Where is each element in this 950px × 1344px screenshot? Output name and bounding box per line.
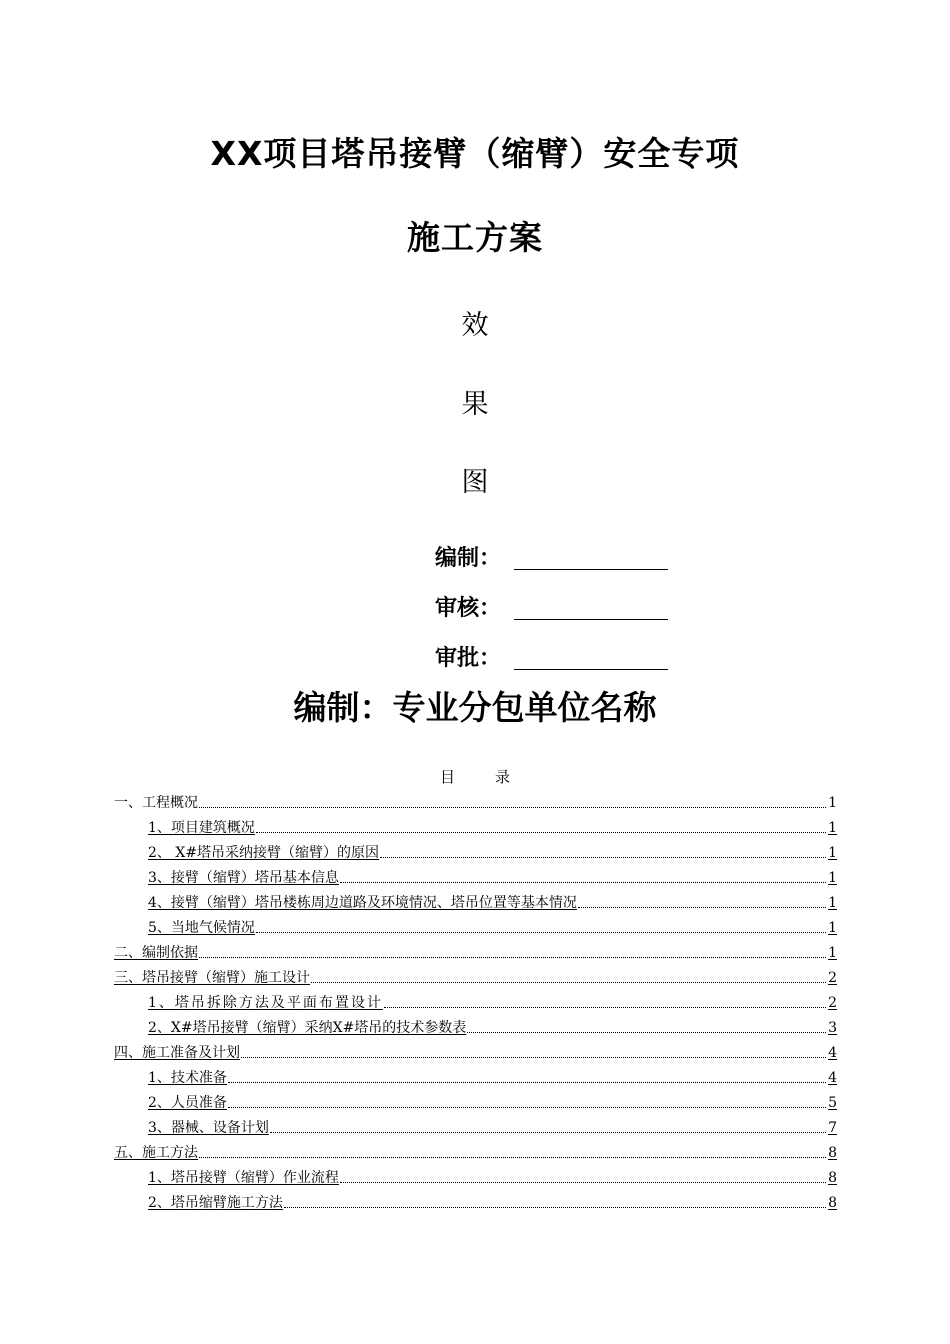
toc-entry-text: 一、工程概况 bbox=[114, 795, 198, 811]
toc-entry[interactable] bbox=[148, 1015, 837, 1037]
toc-heading-right: 录 bbox=[495, 768, 511, 786]
toc-entry-text: 1、技术准备 bbox=[148, 1070, 227, 1086]
toc-entry[interactable] bbox=[148, 1115, 837, 1137]
toc-entry[interactable] bbox=[114, 790, 837, 812]
toc-entry-page: 8 bbox=[828, 1195, 837, 1211]
vertical-char-2: 果 bbox=[461, 389, 489, 420]
toc-entry-page: 2 bbox=[828, 995, 837, 1011]
toc-entry-text: 2、人员准备 bbox=[148, 1095, 227, 1111]
organization-line: 编制：专业分包单位名称 bbox=[293, 688, 657, 727]
document-title-line1: XX项目塔吊接臂（缩臂）安全专项 bbox=[210, 134, 740, 173]
toc-leader-dots bbox=[256, 932, 826, 933]
toc-entry[interactable] bbox=[148, 840, 837, 862]
vertical-char-1: 效 bbox=[461, 310, 489, 341]
toc-entry-text: 二、编制依据 bbox=[114, 945, 198, 961]
toc-entry[interactable] bbox=[114, 940, 837, 962]
toc-heading-left: 目 bbox=[439, 768, 455, 786]
toc-entry[interactable] bbox=[148, 915, 837, 937]
toc-entry[interactable] bbox=[114, 1040, 837, 1062]
toc-entry-page: 1 bbox=[828, 945, 837, 961]
signature-label: 编制： bbox=[435, 546, 502, 571]
toc-entry[interactable] bbox=[148, 1165, 837, 1187]
toc-entry-page: 1 bbox=[828, 795, 837, 811]
toc-entry-text: 1、项目建筑概况 bbox=[148, 820, 255, 836]
toc-leader-dots bbox=[241, 1057, 826, 1058]
toc-leader-dots bbox=[256, 832, 826, 833]
toc-entry-page: 1 bbox=[828, 920, 837, 936]
toc-leader-dots bbox=[384, 1007, 826, 1008]
toc-entry[interactable] bbox=[148, 1190, 837, 1212]
toc-entry-text: 2、塔吊缩臂施工方法 bbox=[148, 1195, 283, 1211]
toc-leader-dots bbox=[340, 1182, 826, 1183]
toc-entry-page: 5 bbox=[828, 1095, 837, 1111]
toc-entry-page: 7 bbox=[828, 1120, 837, 1136]
toc-leader-dots bbox=[228, 1082, 826, 1083]
toc-leader-dots bbox=[270, 1132, 826, 1133]
toc-entry[interactable] bbox=[148, 890, 837, 912]
toc-entry[interactable] bbox=[148, 865, 837, 887]
toc-entry-text: 四、施工准备及计划 bbox=[114, 1045, 240, 1061]
toc-entry-page: 8 bbox=[828, 1145, 837, 1161]
toc-entry-page: 1 bbox=[828, 870, 837, 886]
signature-blank-line[interactable] bbox=[514, 619, 668, 620]
signature-label: 审批： bbox=[435, 646, 502, 671]
toc-leader-dots bbox=[199, 1157, 826, 1158]
toc-leader-dots bbox=[311, 982, 826, 983]
toc-leader-dots bbox=[199, 807, 826, 808]
document-title-line2: 施工方案 bbox=[407, 218, 543, 257]
signature-label: 审核： bbox=[435, 596, 502, 621]
signature-blank-line[interactable] bbox=[514, 569, 668, 570]
signature-blank-line[interactable] bbox=[514, 669, 668, 670]
toc-entry[interactable] bbox=[148, 990, 837, 1012]
toc-entry-text: 五、施工方法 bbox=[114, 1145, 198, 1161]
toc-leader-dots bbox=[340, 882, 826, 883]
toc-entry-page: 8 bbox=[828, 1170, 837, 1186]
toc-entry[interactable] bbox=[148, 1090, 837, 1112]
toc-entry-page: 1 bbox=[828, 820, 837, 836]
signature-row-reviewer bbox=[435, 591, 513, 625]
toc-entry-text: 3、器械、设备计划 bbox=[148, 1120, 269, 1136]
toc-entry[interactable] bbox=[148, 1065, 837, 1087]
toc-entry-page: 1 bbox=[828, 895, 837, 911]
toc-entry-text: 2、X#塔吊接臂（缩臂）采纳X#塔吊的技术参数表 bbox=[148, 1020, 467, 1036]
toc-entry[interactable] bbox=[148, 815, 837, 837]
toc-entry-text: 5、当地气候情况 bbox=[148, 920, 255, 936]
toc-entry-page: 4 bbox=[828, 1045, 837, 1061]
toc-entry[interactable] bbox=[114, 965, 837, 987]
toc-entry-page: 1 bbox=[828, 845, 837, 861]
toc-entry-text: 1、塔吊拆除方法及平面布置设计 bbox=[148, 995, 383, 1011]
toc-heading bbox=[0, 766, 950, 787]
toc-leader-dots bbox=[284, 1207, 826, 1208]
toc-leader-dots bbox=[467, 1032, 826, 1033]
signature-row-compiler bbox=[435, 541, 513, 575]
toc-entry-text: 4、接臂（缩臂）塔吊楼栋周边道路及环境情况、塔吊位置等基本情况 bbox=[148, 895, 577, 911]
toc-leader-dots bbox=[228, 1107, 826, 1108]
toc-entry-text: 三、塔吊接臂（缩臂）施工设计 bbox=[114, 970, 310, 986]
toc-entry-text: 1、塔吊接臂（缩臂）作业流程 bbox=[148, 1170, 339, 1186]
signature-row-approver bbox=[435, 641, 513, 675]
toc-leader-dots bbox=[578, 907, 826, 908]
vertical-char-3: 图 bbox=[461, 467, 489, 498]
toc-entry-page: 2 bbox=[828, 970, 837, 986]
toc-entry-text: 2、 X#塔吊采纳接臂（缩臂）的原因 bbox=[148, 845, 380, 861]
toc-leader-dots bbox=[199, 957, 826, 958]
toc-entry-text: 3、接臂（缩臂）塔吊基本信息 bbox=[148, 870, 339, 886]
toc-entry-page: 3 bbox=[828, 1020, 837, 1036]
toc-entry[interactable] bbox=[114, 1140, 837, 1162]
toc-entry-page: 4 bbox=[828, 1070, 837, 1086]
toc-leader-dots bbox=[380, 857, 826, 858]
